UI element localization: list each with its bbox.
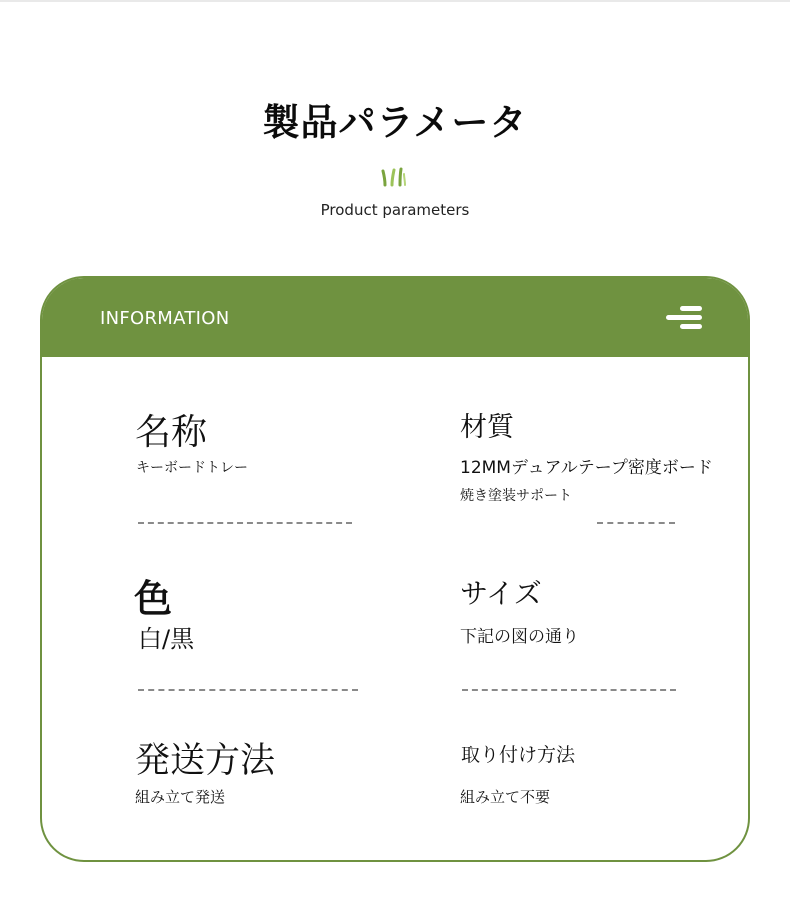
size-divider (462, 689, 676, 691)
menu-lines-icon (666, 305, 704, 331)
size-value: 下記の図の通り (460, 627, 579, 647)
name-value: キーボードトレー (136, 460, 248, 476)
size-label: サイズ (460, 577, 542, 610)
install-label: 取り付け方法 (461, 744, 576, 766)
name-label: 名称 (135, 412, 208, 453)
page-title: 製品パラメータ (262, 101, 528, 144)
card-header (42, 278, 748, 357)
install-value: 組み立て不要 (460, 788, 551, 806)
shipping-value: 組み立て発送 (135, 788, 226, 806)
information-card (40, 276, 750, 862)
grass-leaf-icon (380, 165, 408, 187)
color-divider (138, 689, 358, 691)
material-value-line1: 12MMデュアルテープ密度ボード (460, 458, 713, 478)
card-header-title: INFORMATION (100, 308, 230, 329)
material-divider (597, 522, 675, 524)
name-divider (138, 522, 352, 524)
color-value: 白/黒 (138, 625, 195, 653)
page-subtitle: Product parameters (320, 201, 470, 219)
shipping-label: 発送方法 (135, 741, 276, 781)
material-value-line2: 焼き塗装サポート (460, 488, 572, 504)
top-divider (0, 0, 790, 2)
material-label: 材質 (460, 412, 514, 443)
color-label: 色 (134, 577, 173, 621)
